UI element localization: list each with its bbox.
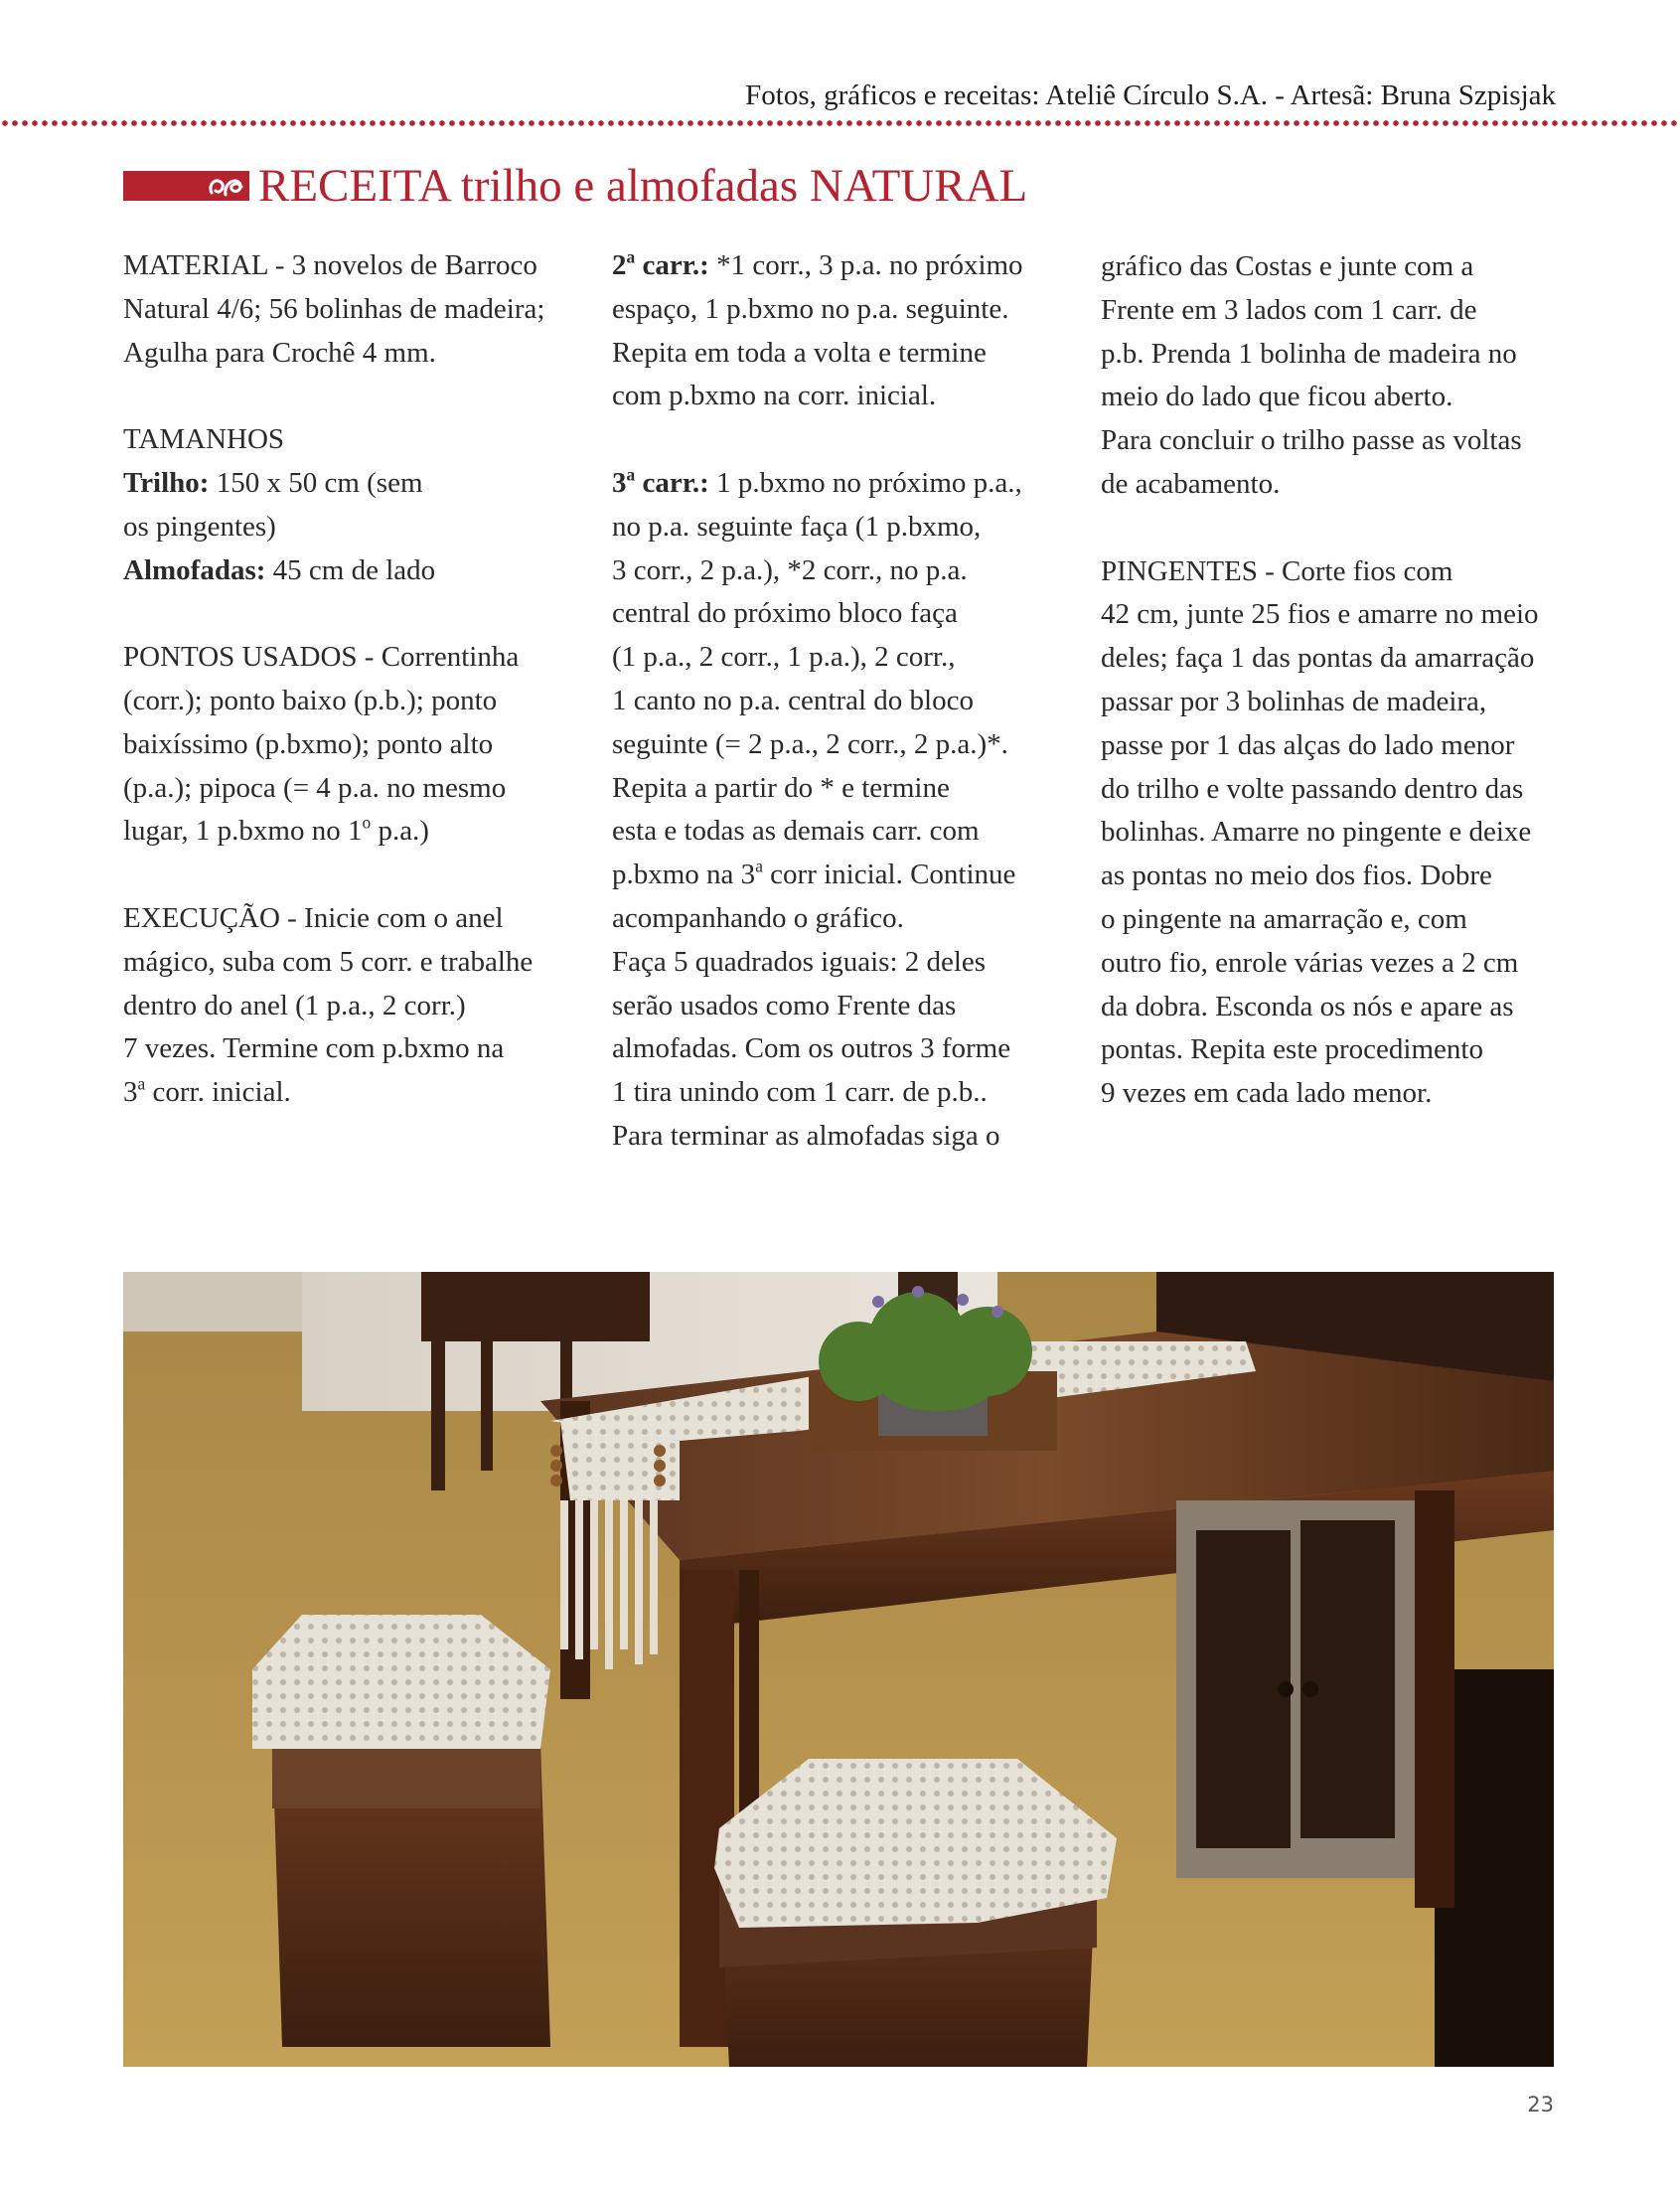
text-line: 42 cm, junte 25 fios e amarre no meio [1101,598,1539,631]
text-line: 1 tira unindo com 1 carr. de p.b.. [612,1076,988,1109]
text-line: 1 canto no p.a. central do bloco [612,684,974,716]
text-line: central do próximo bloco faça [612,597,958,630]
text-line: Repita em toda a volta e termine [612,336,987,369]
text-line: da dobra. Esconda os nós e apare as [1101,990,1514,1022]
text-span: corr inicial. Continue [762,859,1016,891]
dotted-divider [0,119,1680,127]
text-line [123,1071,590,1115]
product-photo [123,1272,1554,2067]
section-heading-tamanhos: TAMANHOS [123,423,285,456]
label-almofadas: Almofadas: [123,553,266,586]
text-line: gráfico das Costas e junte com a [1101,250,1474,282]
label-carr3 [612,464,709,499]
text-line: Frente em 3 lados com 1 carr. de [1101,293,1477,326]
ornament-icon [204,167,249,205]
text-line: pontas. Repita este procedimento [1101,1033,1483,1066]
text-span: *1 corr., 3 p.a. no próximo [708,249,1023,281]
superscript: o [362,813,372,834]
text-span: 3 [612,466,627,499]
photo-credits: Fotos, gráficos e receitas: Ateliê Círculo S.A. - Artesã: Bruna Szpisjak [745,79,1556,111]
text-line: Para concluir o trilho passe as voltas [1101,424,1522,457]
label-carr2 [612,246,709,281]
text-line: 3 corr., 2 p.a.), *2 corr., no p.a. [612,553,968,586]
text-line: de acabamento. [1101,467,1281,500]
text-line: Repita a partir do * e termine [612,771,950,804]
label-trilho: Trilho: [123,466,210,499]
text-line: (1 p.a., 2 corr., 1 p.a.), 2 corr., [612,641,956,674]
text-line: esta e todas as demais carr. com [612,815,980,848]
superscript: a [626,246,636,267]
text-line: bolinhas. Amarre no pingente e deixe [1101,816,1532,849]
text-line: almofadas. Com os outros 3 forme [612,1032,1011,1065]
text-line: com p.bxmo na corr. inicial. [612,380,937,412]
text-line: (p.a.); pipoca (= 4 p.a. no mesmo [123,771,507,804]
photo-illustration [123,1272,1554,2067]
text-line: o pingente na amarração e, com [1101,902,1467,935]
text-line: outro fio, enrole várias vezes a 2 cm [1101,946,1519,979]
text-line: Para terminar as almofadas siga o [612,1119,1000,1152]
text-line: (corr.); ponto baixo (p.b.); ponto [123,684,498,716]
text-span: p.bxmo na 3 [612,859,756,891]
text-line: 7 vezes. Termine com p.bxmo na [123,1032,505,1065]
text-line: acompanhando o gráfico. [612,901,904,934]
text-span: 2 [612,249,627,281]
page-number: 23 [1527,2093,1554,2116]
page-title: RECEITA trilho e almofadas NATURAL [258,160,1028,212]
text-span: p.a.) [371,815,429,848]
text-line [612,854,1079,897]
text-span: carr.: [635,466,709,499]
text-line: mágico, suba com 5 corr. e trabalhe [123,945,534,978]
superscript: a [626,464,636,485]
text-line: do trilho e volte passando dentro das [1101,772,1524,805]
text-line: as pontas no meio dos fios. Dobre [1101,860,1492,892]
text-line [612,244,1079,288]
text-line: PINGENTES - Corte fios com [1101,554,1453,587]
text-span: lugar, 1 p.bxmo no 1 [123,815,363,848]
text-line: no p.a. seguinte faça (1 p.bxmo, [612,510,982,543]
text-line: Natural 4/6; 56 bolinhas de madeira; [123,292,545,325]
text-line: deles; faça 1 das pontas da amarração [1101,642,1535,675]
text-span: 3 [123,1076,138,1109]
text-column-1 [123,244,590,1115]
text-line: meio do lado que ficou aberto. [1101,381,1453,413]
text-line: seguinte (= 2 p.a., 2 corr., 2 p.a.)*. [612,727,1008,760]
size-trilho [123,462,590,506]
text-span: corr. inicial. [145,1076,291,1109]
superscript: a [137,1073,146,1094]
text-line: dentro do anel (1 p.a., 2 corr.) [123,989,466,1021]
text-line: os pingentes) [123,510,276,543]
text-line: serão usados como Frente das [612,989,957,1021]
text-span: carr.: [635,249,709,281]
text-line: 9 vezes em cada lado menor. [1101,1077,1433,1110]
text-line: passe por 1 das alças do lado menor [1101,728,1515,761]
text-line: EXECUÇÃO - Inicie com o anel [123,901,504,934]
text-column-2 [612,244,1079,1159]
text-line: baixíssimo (p.bxmo); ponto alto [123,727,494,760]
text-span: 45 cm de lado [265,553,436,586]
text-line: p.b. Prenda 1 bolinha de madeira no [1101,337,1517,370]
text-line: MATERIAL - 3 novelos de Barroco [123,249,537,281]
text-line: espaço, 1 p.bxmo no p.a. seguinte. [612,292,1009,325]
text-line [612,462,1079,506]
text-line: Faça 5 quadrados iguais: 2 deles [612,945,987,978]
text-span: 1 p.bxmo no próximo p.a., [708,466,1022,499]
text-line: PONTOS USADOS - Correntinha [123,641,520,674]
superscript: a [755,856,763,876]
text-column-3 [1101,245,1568,1116]
text-line: Agulha para Crochê 4 mm. [123,336,436,369]
text-line: passar por 3 bolinhas de madeira, [1101,685,1487,717]
size-almofadas [123,549,590,593]
text-span: 150 x 50 cm (sem [209,466,423,499]
text-line [123,810,590,854]
